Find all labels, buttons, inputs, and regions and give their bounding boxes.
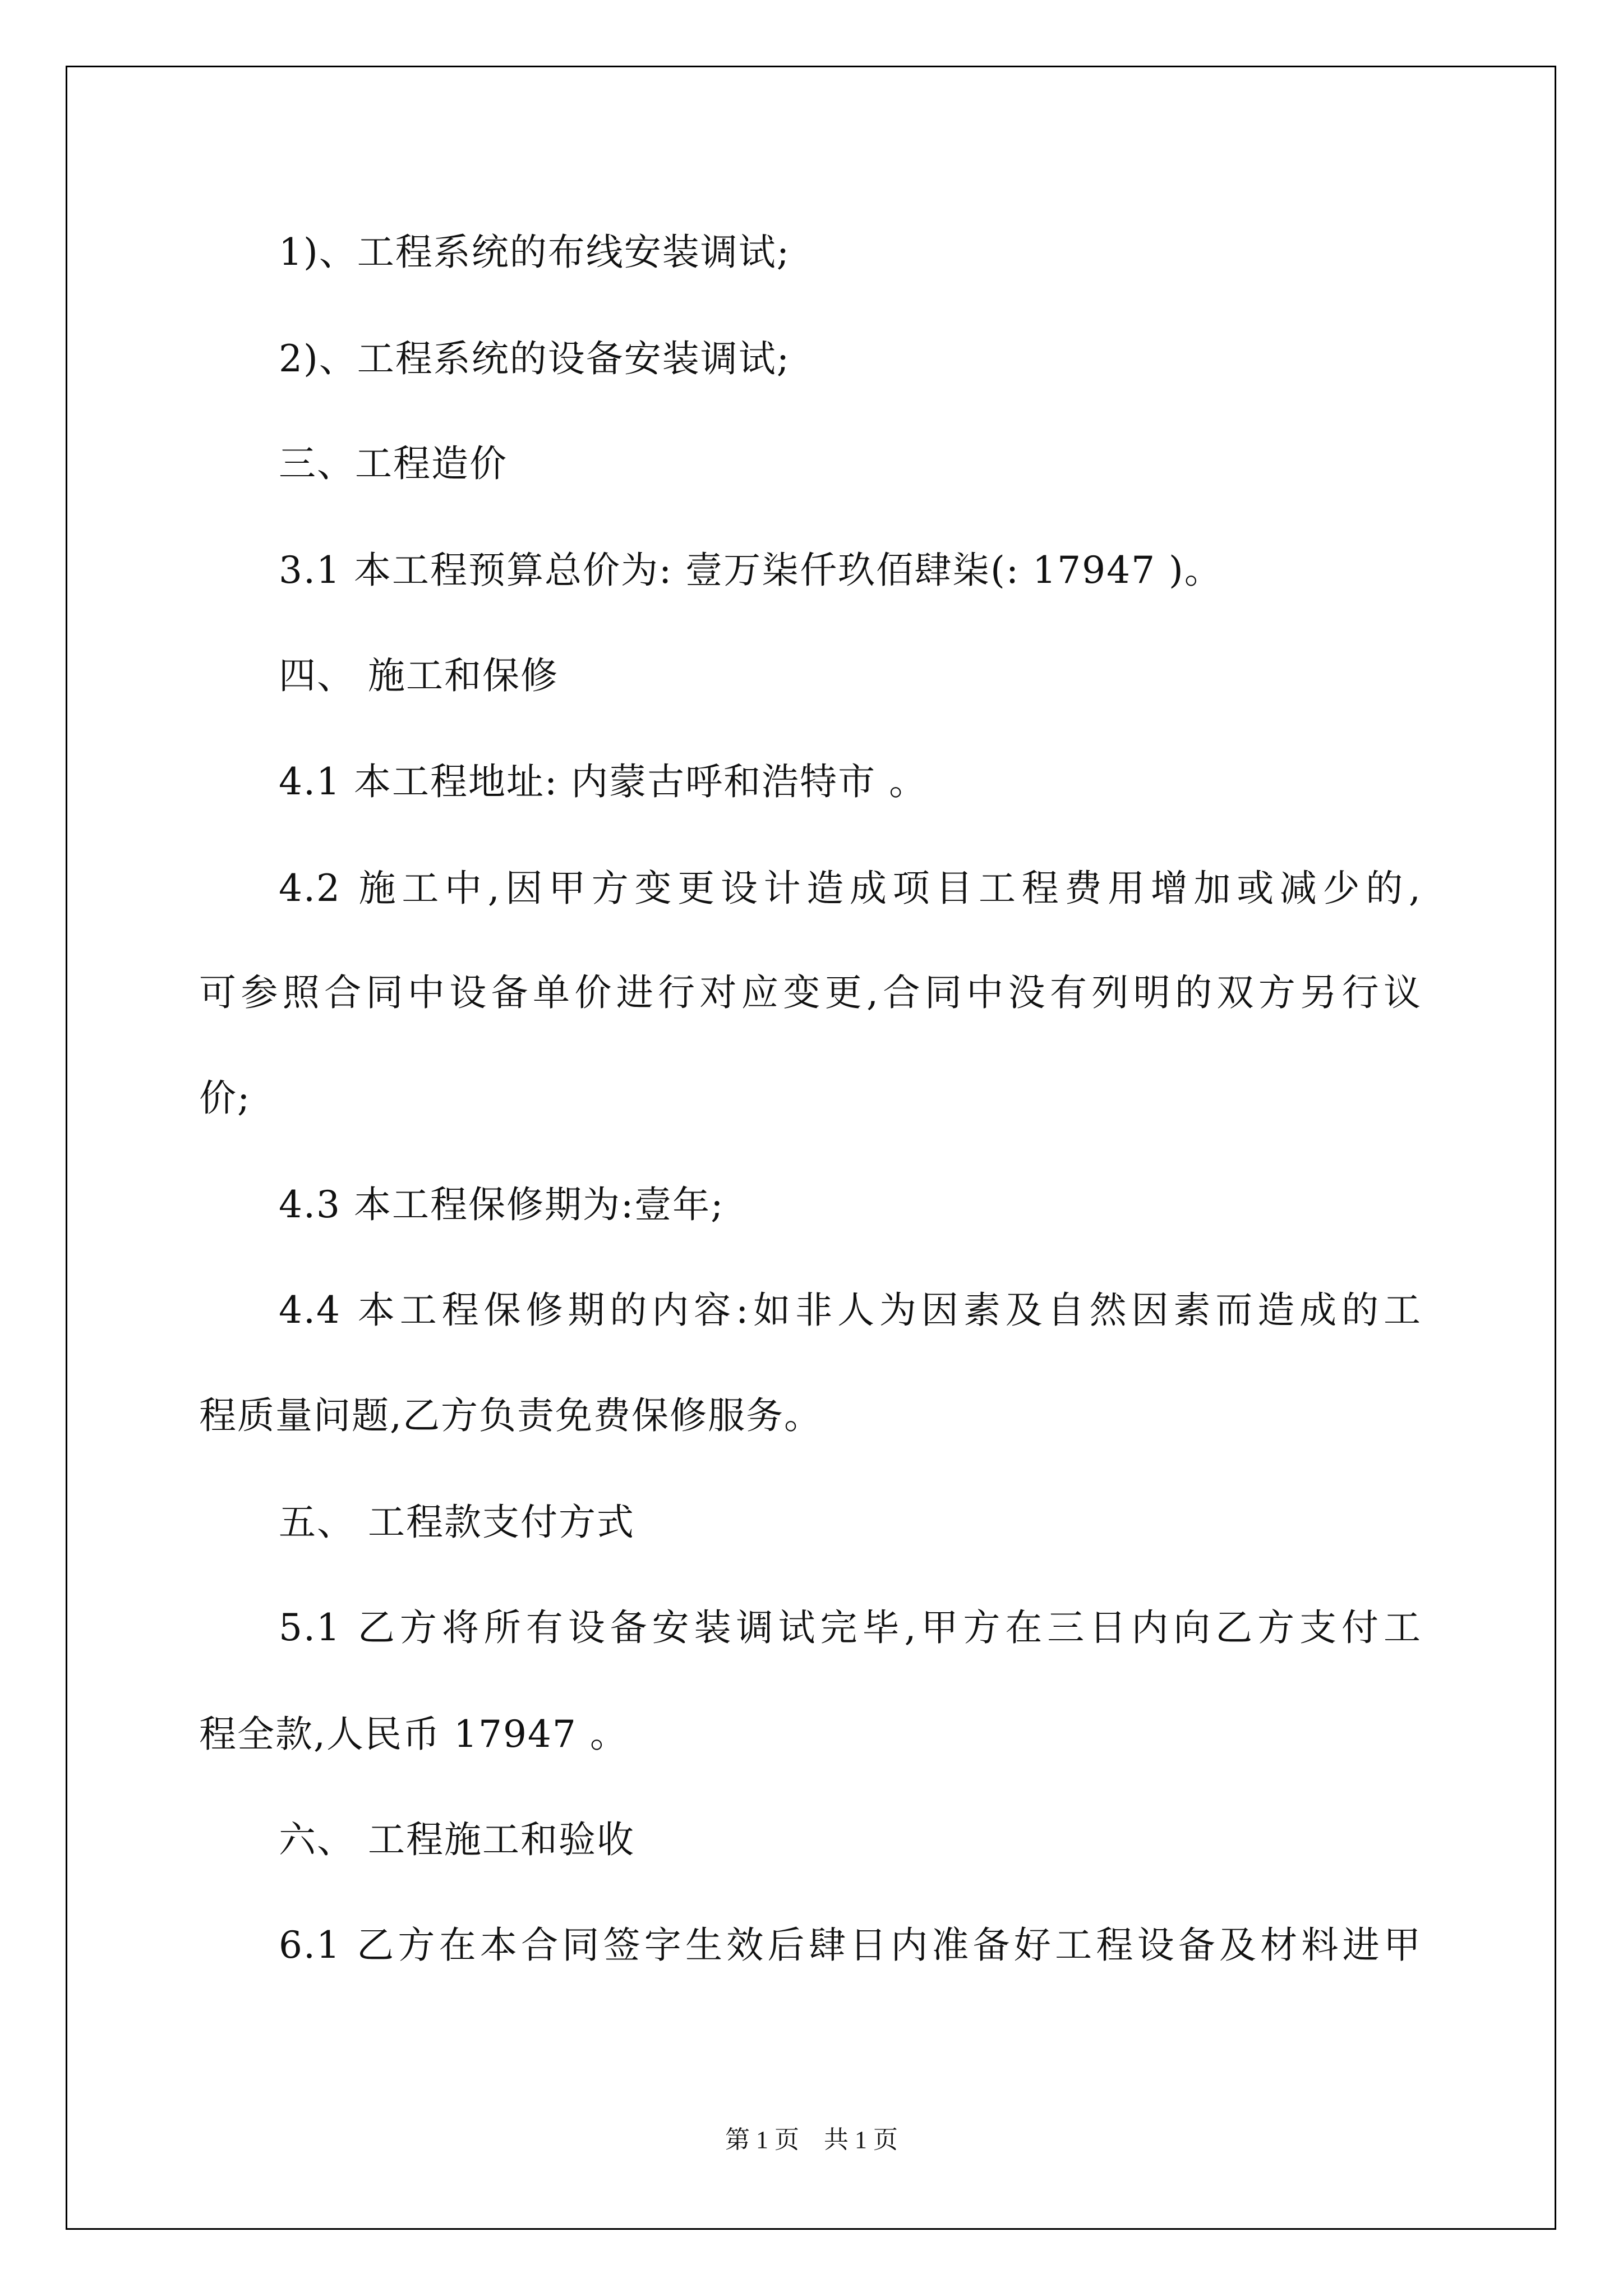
clause-4-3: 4.3 本工程保修期为:壹年;: [279, 1183, 725, 1226]
section-heading-4: 四、 施工和保修: [279, 654, 559, 697]
clause-4-4-line-1: 4.4 本工程保修期的内容:如非人为因素及自然因素而造成的工: [279, 1289, 1422, 1332]
clause-4-2-line-1: 4.2 施工中,因甲方变更设计造成项目工程费用增加或减少的,: [279, 867, 1422, 910]
clause-6-1-line-1: 6.1 乙方在本合同签字生效后肆日内准备好工程设备及材料进甲: [279, 1924, 1422, 1967]
clause-4-2-line-2: 可参照合同中设备单价进行对应变更,合同中没有列明的双方另行议: [199, 971, 1422, 1014]
clause-4-2-line-3: 价;: [199, 1076, 251, 1120]
clause-5-1-line-2: 程全款,人民币 17947 。: [199, 1713, 628, 1756]
section-heading-5: 五、 工程款支付方式: [279, 1501, 635, 1544]
clause-4-1: 4.1 本工程地址: 内蒙古呼和浩特市 。: [279, 760, 928, 803]
list-item-1: 1)、工程系统的布线安装调试;: [279, 231, 790, 274]
clause-4-4-line-2: 程质量问题,乙方负责免费保修服务。: [199, 1394, 822, 1437]
page-border: [66, 66, 1556, 2230]
clause-5-1-line-1: 5.1 乙方将所有设备安装调试完毕,甲方在三日内向乙方支付工: [279, 1606, 1422, 1649]
section-heading-3: 三、工程造价: [279, 442, 508, 485]
list-item-2: 2)、工程系统的设备安装调试;: [279, 337, 790, 380]
clause-3-1: 3.1 本工程预算总价为: 壹万柒仟玖佰肆柒(: 17947 )。: [279, 549, 1223, 592]
page-number-footer: 第 1 页 共 1 页: [725, 2126, 898, 2154]
section-heading-6: 六、 工程施工和验收: [279, 1818, 635, 1861]
